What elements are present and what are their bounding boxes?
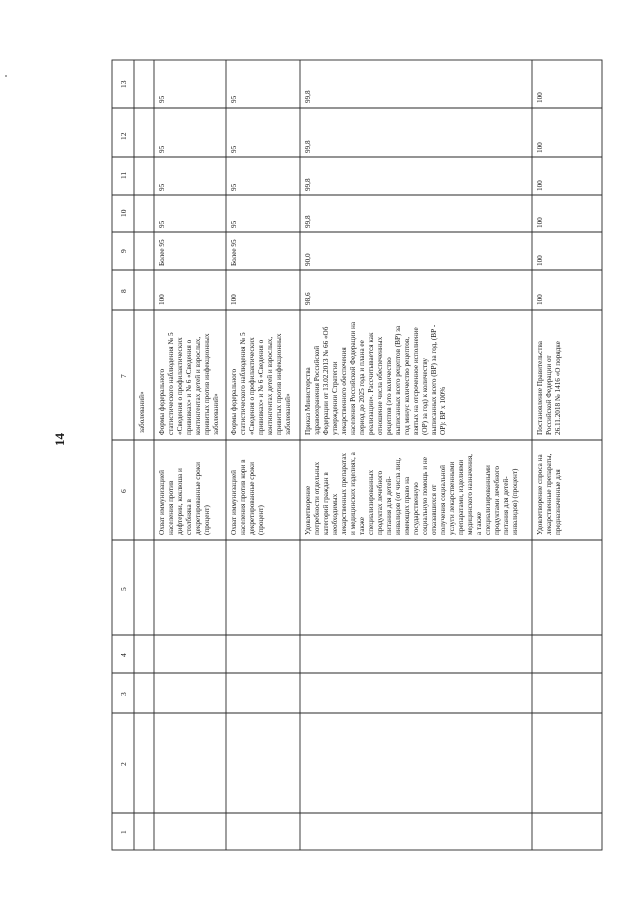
row4-indicator: Удовлетворение спроса на лекарственные препараты, предназначенные для — [536, 453, 562, 535]
header-col-12: 12 — [119, 132, 128, 140]
row4-source: Постановление Правительства Российской Федерации от 26.11.2018 № 1416 «О порядке — [536, 341, 562, 435]
page-number: 14 — [52, 433, 67, 446]
row2-indicator: Охват иммунизацией населения против кори в декретированные сроки (процент) — [230, 459, 265, 535]
header-col-2: 2 — [119, 762, 128, 766]
header-col-9: 9 — [119, 249, 128, 253]
row4-value-col12: 100 — [536, 142, 544, 153]
row3-value-col8: 98,6 — [304, 292, 312, 305]
row1-value-col9: Более 95 — [158, 239, 166, 266]
row1-indicator: Охват иммунизацией населения против дифтерии, коклюша и столбняка в декретированные сроки (процент) — [158, 461, 211, 535]
header-col-4: 4 — [119, 653, 128, 657]
row4-value-col13: 100 — [536, 92, 544, 103]
row2-value-col8: 100 — [230, 294, 238, 305]
row2-value-col11: 95 — [230, 183, 238, 191]
header-col-5: 5 — [119, 587, 128, 591]
row1-value-col12: 95 — [158, 145, 166, 153]
row3-source: Приказ Министерства здравоохранения Российской Федерации от 13.02.2013 № 66 «Об утверждении Стратегии лекарственного обеспечения населения Российской Федерации на период до 2025 года и плана ее реализации». Рассчитывается как отношение числа обеспеченных рецептов (это количество выписанных всего рецептов (ВР) за год минус количество рецептов, взятых на отсроченное исполнение (ОР) за год) к количеству выписанных всего (ВР) за год, (ВР - ОР): ВР x 100% — [304, 321, 447, 435]
row3-value-col13: 99,8 — [304, 90, 312, 103]
row3-value-col9: 90,0 — [304, 253, 312, 266]
header-col-13: 13 — [119, 80, 128, 88]
header-col-6: 6 — [119, 489, 128, 493]
row3-value-col10: 99,8 — [304, 215, 312, 228]
header-col-8: 8 — [119, 289, 128, 293]
header-col-1: 1 — [119, 830, 128, 834]
row2-value-col13: 95 — [230, 95, 238, 103]
header-col-11: 11 — [119, 171, 128, 179]
row1-value-col8: 100 — [158, 294, 166, 305]
carry-over-text: заболеваний» — [138, 391, 146, 433]
scan-speck — [5, 75, 7, 77]
row1-value-col10: 95 — [158, 220, 166, 228]
header-col-3: 3 — [119, 692, 128, 696]
row3-value-col11: 99,8 — [304, 178, 312, 191]
row1-value-col13: 95 — [158, 95, 166, 103]
row2-value-col10: 95 — [230, 220, 238, 228]
row4-value-col10: 100 — [536, 217, 544, 228]
row4-value-col11: 100 — [536, 180, 544, 191]
header-col-7: 7 — [119, 374, 128, 378]
row2-value-col9: Более 95 — [230, 239, 238, 266]
row4-value-col8: 100 — [536, 294, 544, 305]
row2-source: Формы федерального статистического наблюдения № 5 «Сведения о профилактических прививках» и № 6 «Сведения о контингентах детей и взрослых, привитых против инфекционных заболеваний» — [230, 332, 292, 435]
row1-source: Формы федерального статистического наблюдения № 5 «Сведения о профилактических прививках» и № 6 «Сведения о контингентах детей и взрослых, привитых против инфекционных заболеваний» — [158, 332, 220, 435]
header-col-10: 10 — [119, 209, 128, 217]
row3-indicator: Удовлетворение потребности отдельных категорий граждан в необходимых лекарственных препаратах и медицинских изделиях, а также специализированных продуктах лечебного питания для детей- инвалидов (от числа лиц, имеющих право на государственную социальную помощь и не отказавшихся от получения социальной услуги лекарственными препаратами, изделиями медицинского назначения, а также специализированными продуктами лечебного питания для детей- инвалидов) (процент) — [304, 452, 519, 535]
row3-value-col12: 99,8 — [304, 140, 312, 153]
row1-value-col11: 95 — [158, 183, 166, 191]
row2-value-col12: 95 — [230, 145, 238, 153]
row4-value-col9: 100 — [536, 255, 544, 266]
